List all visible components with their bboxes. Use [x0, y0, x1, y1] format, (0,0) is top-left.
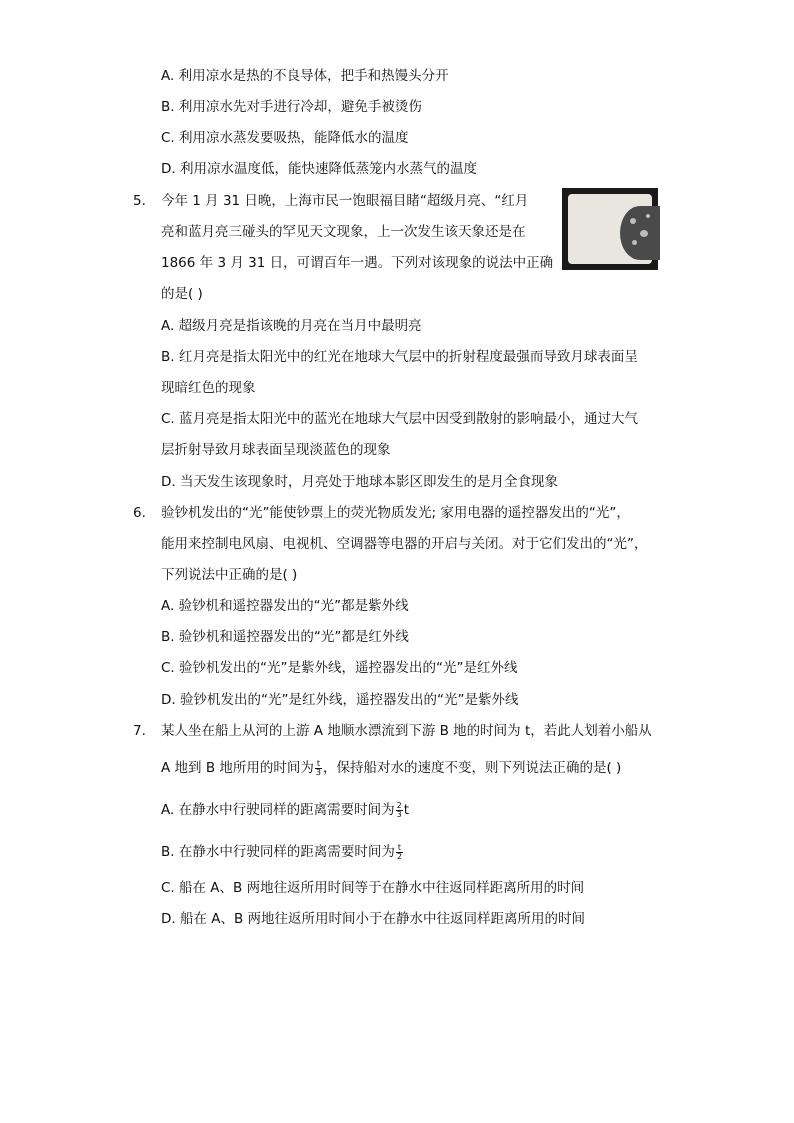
- q6-stem-line-3: 下列说法中正确的是( ): [161, 567, 298, 583]
- q7-fraction-den: 3: [315, 767, 321, 777]
- q7-option-b: [161, 842, 404, 862]
- q6-option-c: C. 验钞机发出的“光”是紫外线，遥控器发出的“光”是红外线: [161, 660, 518, 676]
- q5-option-d: D. 当天发生该现象时，月亮处于地球本影区即发生的是月全食现象: [161, 474, 558, 490]
- q5-stem-line-1: 今年 1 月 31 日晚，上海市民一饱眼福目睹“超级月亮、“红月: [161, 193, 529, 209]
- q6-stem-line-1: 验钞机发出的“光”能使钞票上的荧光物质发光; 家用电器的遥控器发出的“光”，: [161, 505, 630, 521]
- q5-stem-line-4: 的是( ): [161, 286, 203, 302]
- q4-option-a: A. 利用凉水是热的不良导体，把手和热馒头分开: [161, 68, 449, 84]
- moon-icon: [620, 206, 660, 260]
- q5-option-c: C. 蓝月亮是指太阳光中的蓝光在地球大气层中因受到散射的影响最小，通过大气: [161, 411, 639, 427]
- q7-option-c: C. 船在 A、B 两地往返所用时间等于在静水中往返同样距离所用的时间: [161, 880, 585, 896]
- q5-option-c-cont: 层折射导致月球表面呈现淡蓝色的现象: [161, 442, 391, 458]
- q5-number: 5.: [133, 193, 146, 209]
- q4-option-d: D. 利用凉水温度低，能快速降低蒸笼内水蒸气的温度: [161, 161, 477, 177]
- q7-option-a-fraction-den: 3: [396, 809, 402, 819]
- q7-stem-line-2: [161, 758, 621, 778]
- q7-option-a-text: A. 在静水中行驶同样的距离需要时间为: [161, 802, 395, 818]
- q5-option-b: B. 红月亮是指太阳光中的红光在地球大气层中的折射程度最强而导致月球表面呈: [161, 349, 638, 365]
- q7-number: 7.: [133, 723, 146, 739]
- q7-option-b-fraction: [396, 844, 403, 861]
- q7-option-a-var: t: [403, 802, 409, 818]
- q7-fraction: [315, 760, 322, 777]
- q7-stem-line-2-pre: A 地到 B 地所用的时间为: [161, 760, 314, 776]
- q5-stem-line-3: 1866 年 3 月 31 日，可谓百年一遇。下列对该现象的说法中正确: [161, 255, 554, 271]
- q5-option-a: A. 超级月亮是指该晚的月亮在当月中最明亮: [161, 318, 422, 334]
- q7-option-b-text: B. 在静水中行驶同样的距离需要时间为: [161, 844, 395, 860]
- q7-option-a: [161, 800, 409, 820]
- q7-option-a-fraction: [396, 802, 403, 819]
- q5-option-b-cont: 现暗红色的现象: [161, 380, 256, 396]
- q7-option-d: D. 船在 A、B 两地往返所用时间小于在静水中往返同样距离所用的时间: [161, 911, 586, 927]
- q6-number: 6.: [133, 505, 146, 521]
- q6-stem-line-2: 能用来控制电风扇、电视机、空调器等电器的开启与关闭。对于它们发出的“光”，: [161, 536, 648, 552]
- q6-option-d: D. 验钞机发出的“光”是红外线，遥控器发出的“光”是紫外线: [161, 692, 519, 708]
- q4-option-c: C. 利用凉水蒸发要吸热，能降低水的温度: [161, 130, 409, 146]
- q5-stem-line-2: 亮和蓝月亮三碰头的罕见天文现象，上一次发生该天象还是在: [161, 224, 526, 240]
- q4-option-b: B. 利用凉水先对手进行冷却，避免手被烫伤: [161, 99, 422, 115]
- q7-option-b-fraction-num: t: [397, 842, 401, 852]
- q7-stem-line-1: 某人坐在船上从河的上游 A 地顺水漂流到下游 B 地的时间为 t，若此人划着小船从: [161, 723, 652, 739]
- q7-fraction-num: t: [316, 758, 320, 768]
- q7-stem-line-2-post: ，保持船对水的速度不变，则下列说法正确的是( ): [322, 760, 622, 776]
- q6-option-a: A. 验钞机和遥控器发出的“光”都是紫外线: [161, 598, 409, 614]
- q6-option-b: B. 验钞机和遥控器发出的“光”都是红外线: [161, 629, 409, 645]
- q7-option-b-fraction-den: 2: [396, 851, 402, 861]
- q7-option-a-fraction-num: 2: [396, 800, 402, 810]
- moon-photo: [562, 188, 658, 270]
